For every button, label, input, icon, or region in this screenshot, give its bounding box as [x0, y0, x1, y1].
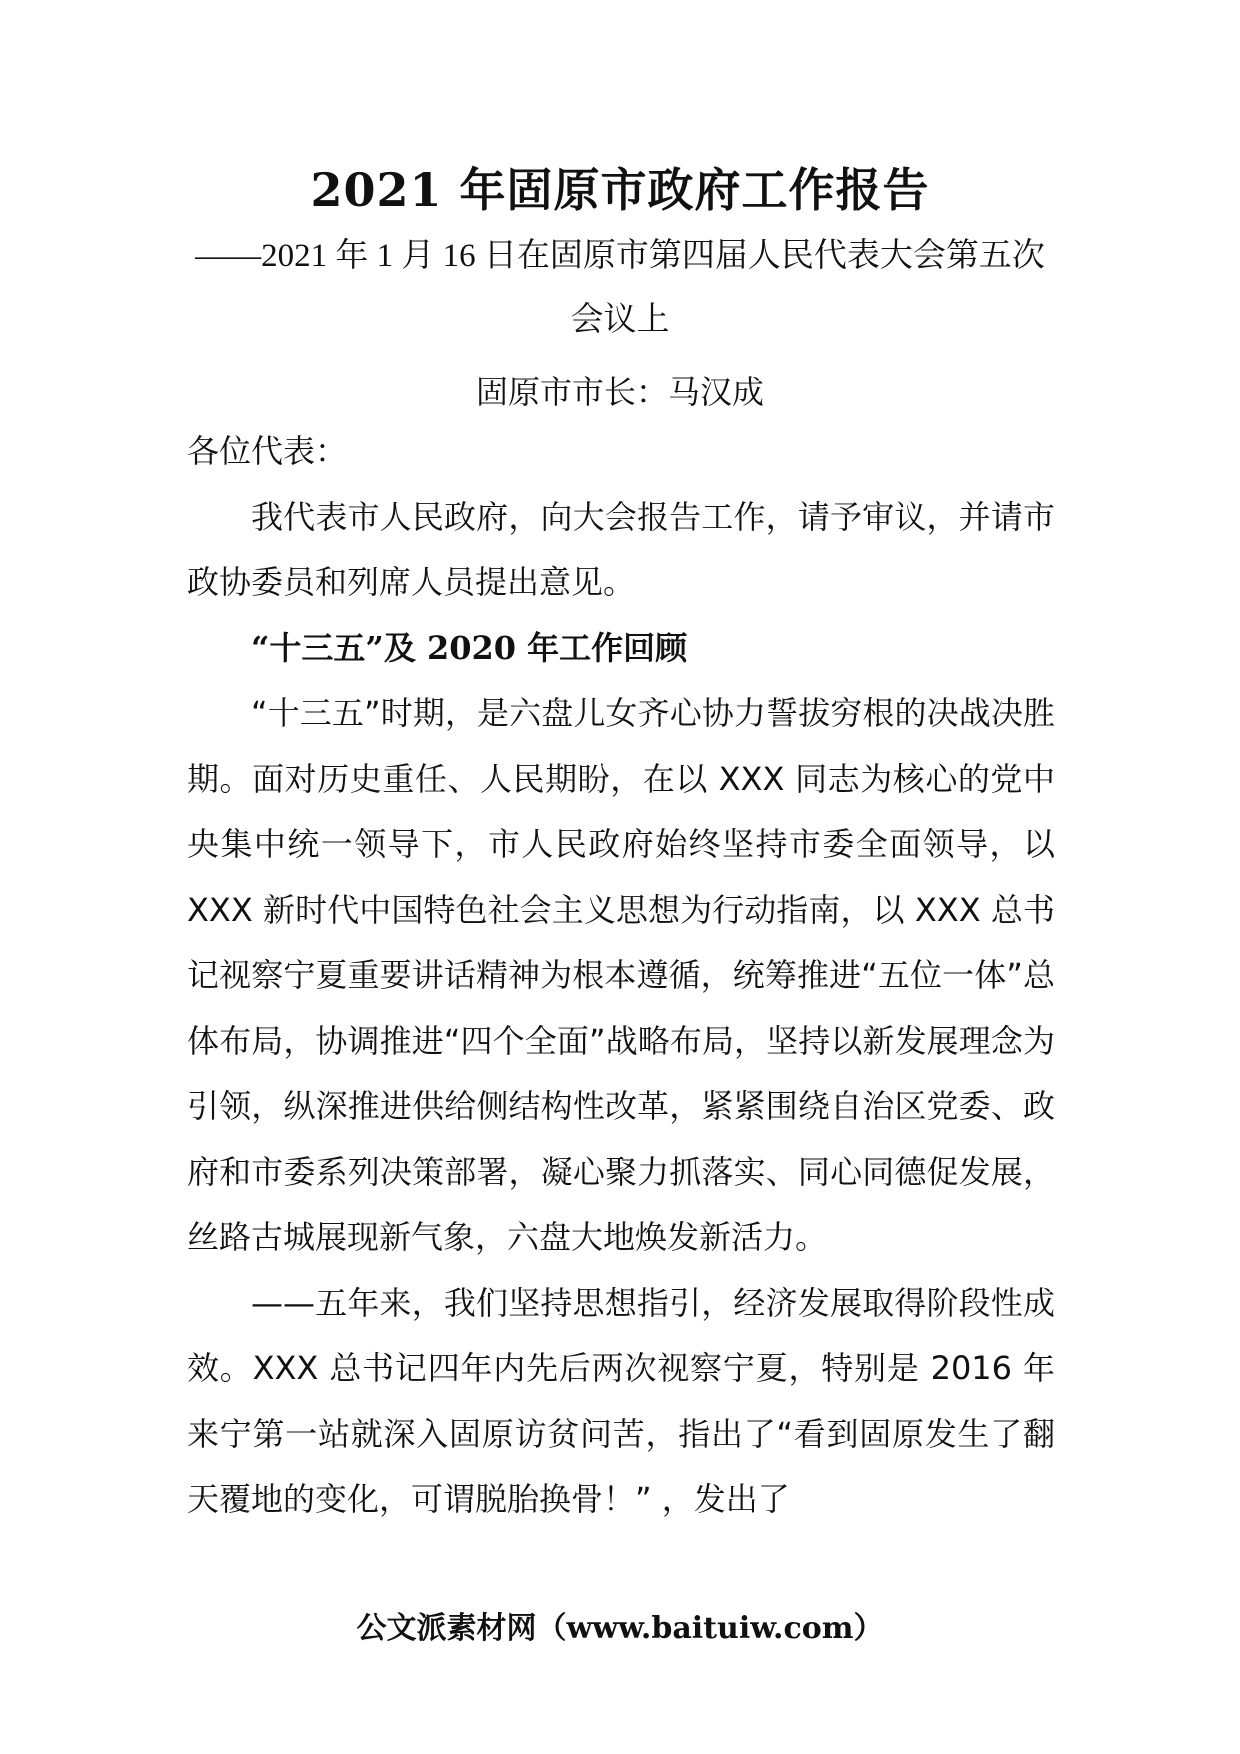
body-paragraph: 我代表市人民政府，向大会报告工作，请予审议，并请市政协委员和列席人员提出意见。 [187, 497, 1055, 601]
document-author: 固原市市长：马汉成 [475, 373, 764, 411]
document-body [187, 419, 1055, 1533]
salutation: 各位代表： [187, 432, 348, 470]
footer-watermark: 公文派素材网（www.baituiw.com） [356, 1611, 884, 1646]
body-paragraph: ——五年来，我们坚持思想指引，经济发展取得阶段性成效。XXX 总书记四年内先后两次视察宁夏，特别是 2016 年来宁第一站就深入固原访贫问苦，指出了“看到固原发生了翻天覆地的变化，可谓脱胎换骨！” ，发出了 [187, 1283, 1055, 1518]
document-subtitle: ——2021 年 1 月 16 日在固原市第四届人民代表大会第五次会议上 [195, 238, 1045, 338]
section-heading: “十三五”及 2020 年工作回顾 [251, 628, 688, 667]
body-paragraph: “十三五”时期，是六盘儿女齐心协力誓拔穷根的决战决胜期。面对历史重任、人民期盼，在以 XXX 同志为核心的党中央集中统一领导下，市人民政府始终坚持市委全面领导，以 XXX 新时代中国特色社会主义思想为行动指南，以 XXX 总书记视察宁夏重要讲话精神为根本遵循，统筹推进“五位一体”总体布局，协调推进“四个全面”战略布局，坚持以新发展理念为引领，纵深推进供给侧结构性改革，紧紧围绕自治区党委、政府和市委系列决策部署，凝心聚力抓落实、同心同德促发展，丝路古城展现新气象，六盘大地焕发新活力。 [187, 694, 1055, 1256]
document-title: 2021 年固原市政府工作报告 [310, 163, 930, 217]
